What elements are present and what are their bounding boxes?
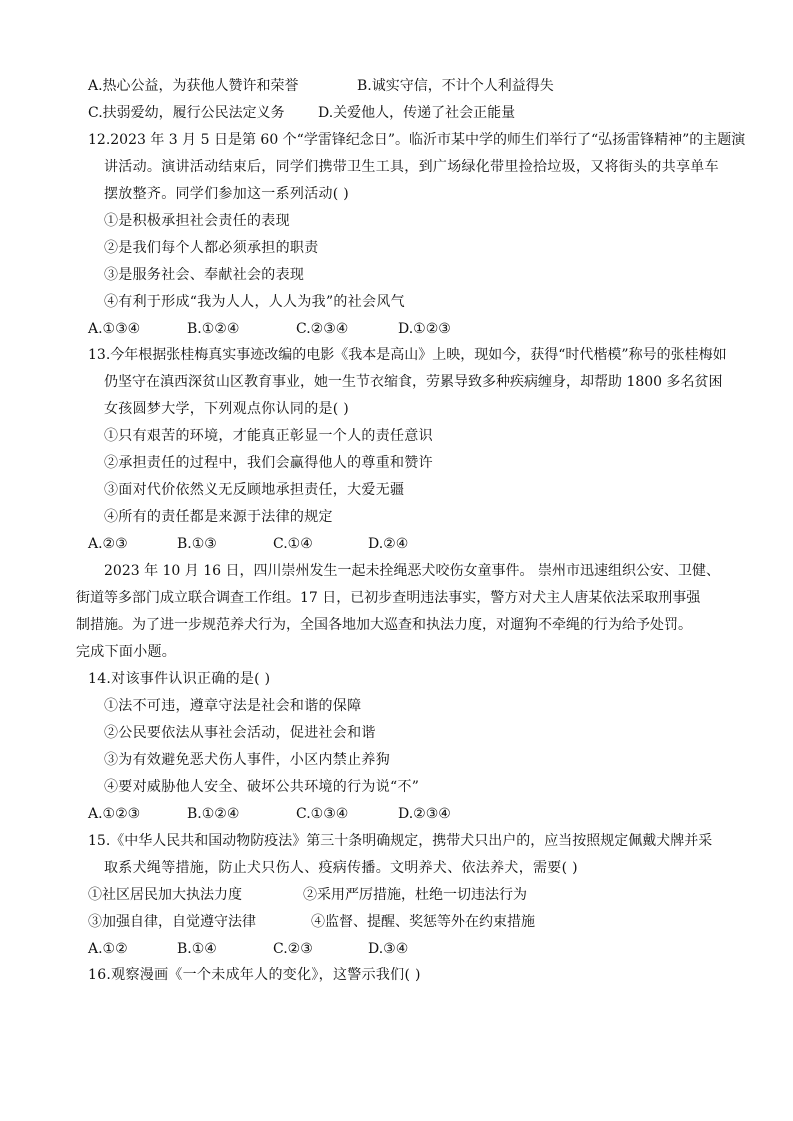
q14-option-c: C.①③④ bbox=[296, 806, 349, 822]
q11-option-d: D.关爱他人，传递了社会正能量 bbox=[318, 105, 516, 121]
q13-option-b: B.①③ bbox=[177, 536, 217, 552]
material-line4: 完成下面小题。 bbox=[76, 644, 177, 660]
q15-stem-line2: 取系犬绳等措施，防止犬只伤人、疫病传播。文明养犬、依法养犬，需要( ) bbox=[104, 860, 578, 876]
q12-item-1: ①是积极承担社会责任的表现 bbox=[104, 213, 290, 229]
q15-option-d: D.③④ bbox=[368, 941, 409, 957]
q14-option-b: B.①②④ bbox=[187, 806, 240, 822]
q13-item-4: ④所有的责任都是来源于法律的规定 bbox=[104, 509, 333, 525]
q11-option-c: C.扶弱爱幼，履行公民法定义务 bbox=[88, 105, 285, 121]
q13-stem-line1: 13.今年根据张桂梅真实事迹改编的电影《我本是高山》上映，现如今，获得“时代楷模”称号的张桂梅如 bbox=[88, 347, 727, 363]
q12-item-3: ③是服务社会、奉献社会的表现 bbox=[104, 267, 305, 283]
q14-stem: 14.对该事件认识正确的是( ) bbox=[88, 671, 271, 687]
q15-item-3: ③加强自律，自觉遵守法律 bbox=[88, 914, 256, 930]
q13-item-2: ②承担责任的过程中，我们会赢得他人的尊重和赞许 bbox=[104, 455, 433, 471]
q12-option-c: C.②③④ bbox=[296, 321, 349, 337]
q13-stem-line2: 仍坚守在滇西深贫山区教育事业，她一生节衣缩食，劳累导致多种疾病缠身，却帮助 1800 多名贫困 bbox=[104, 374, 723, 390]
q14-item-4: ④要对威胁他人安全、破坏公共环境的行为说“不” bbox=[104, 779, 420, 795]
q14-item-3: ③为有效避免恶犬伤人事件，小区内禁止养狗 bbox=[104, 752, 390, 768]
q13-option-c: C.①④ bbox=[273, 536, 313, 552]
q16-stem: 16.观察漫画《一个未成年人的变化》，这警示我们( ) bbox=[88, 967, 421, 983]
q14-option-d: D.②③④ bbox=[398, 806, 451, 822]
q15-option-a: A.①② bbox=[88, 941, 128, 957]
q12-stem-line2: 讲活动。演讲活动结束后，同学们携带卫生工具，到广场绿化带里捡拾垃圾，又将街头的共享单车 bbox=[104, 159, 719, 175]
q15-item-4: ④监督、提醒、奖惩等外在约束措施 bbox=[311, 914, 535, 930]
q13-item-1: ①只有艰苦的环境，才能真正彰显一个人的责任意识 bbox=[104, 428, 433, 444]
q13-item-3: ③面对代价依然义无反顾地承担责任，大爱无疆 bbox=[104, 482, 405, 498]
q12-stem-line3: 摆放整齐。同学们参加这一系列活动( ) bbox=[104, 186, 350, 202]
q11-option-a: A.热心公益，为获他人赞许和荣誉 bbox=[88, 78, 299, 94]
material-line1: 2023 年 10 月 16 日，四川崇州发生一起未拴绳恶犬咬伤女童事件。 崇州市迅速组织公安、卫健、 bbox=[104, 563, 720, 579]
q15-item-1: ①社区居民加大执法力度 bbox=[88, 887, 242, 903]
q13-option-a: A.②③ bbox=[88, 536, 128, 552]
q13-option-d: D.②④ bbox=[368, 536, 409, 552]
q13-stem-line3: 女孩圆梦大学，下列观点你认同的是( ) bbox=[104, 401, 350, 417]
q15-option-b: B.①④ bbox=[177, 941, 217, 957]
q15-option-c: C.②③ bbox=[273, 941, 313, 957]
q12-option-a: A.①③④ bbox=[88, 321, 141, 337]
q12-item-2: ②是我们每个人都必须承担的职责 bbox=[104, 240, 319, 256]
q12-stem-line1: 12.2023 年 3 月 5 日是第 60 个“学雷锋纪念日”。临沂市某中学的师生们举行了“弘扬雷锋精神”的主题演 bbox=[88, 132, 746, 148]
q12-option-b: B.①②④ bbox=[187, 321, 240, 337]
q12-option-d: D.①②③ bbox=[398, 321, 451, 337]
material-line3: 制措施。为了进一步规范养犬行为，全国各地加大巡查和执法力度，对遛狗不牵绳的行为给予处罚。 bbox=[76, 617, 692, 633]
q11-option-b: B.诚实守信，不计个人利益得失 bbox=[357, 78, 554, 94]
q14-option-a: A.①②③ bbox=[88, 806, 141, 822]
material-line2: 街道等多部门成立联合调查工作组。17 日，已初步查明违法事实，警方对犬主人唐某依法采取刑事强 bbox=[76, 590, 701, 606]
q15-item-2: ②采用严厉措施，杜绝一切违法行为 bbox=[303, 887, 527, 903]
q12-item-4: ④有利于形成“我为人人，人人为我”的社会风气 bbox=[104, 294, 405, 310]
q14-item-1: ①法不可违，遵章守法是社会和谐的保障 bbox=[104, 698, 362, 714]
q15-stem-line1: 15.《中华人民共和国动物防疫法》第三十条明确规定，携带犬只出户的，应当按照规定佩戴犬牌并采 bbox=[88, 833, 713, 849]
q14-item-2: ②公民要依法从事社会活动，促进社会和谐 bbox=[104, 725, 376, 741]
